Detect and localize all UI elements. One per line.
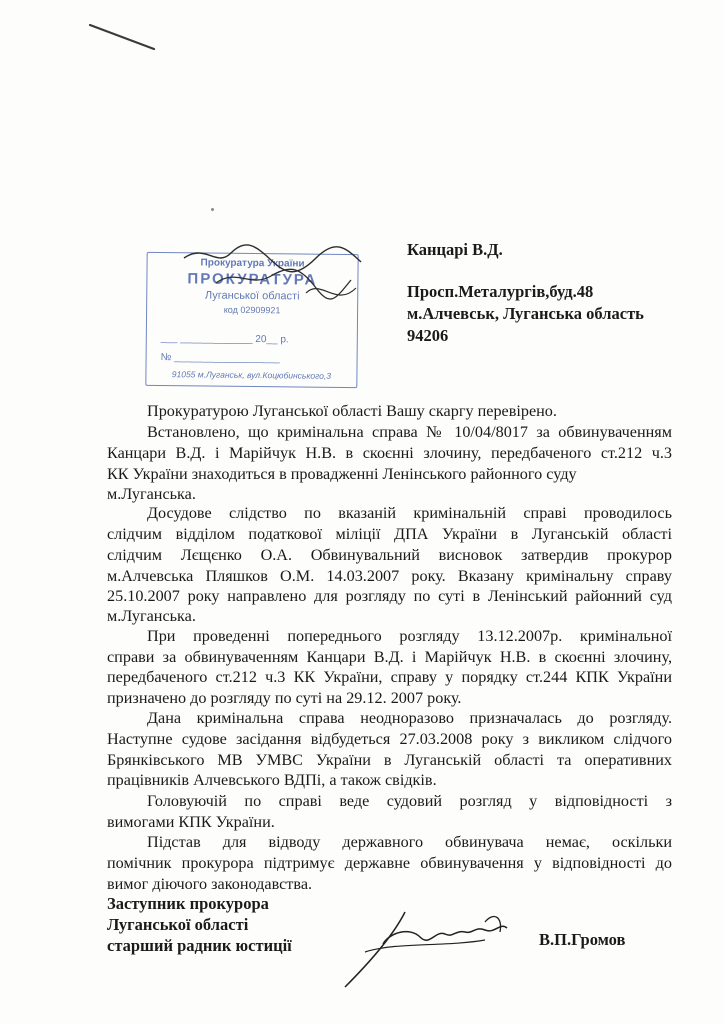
stamp-line: 91055 м.Луганськ, вул.Коцюбинського,3 bbox=[171, 369, 332, 381]
body-line: працівників Алчевського ВДПі, а також свідків. bbox=[107, 771, 437, 789]
recipient-address-line: 94206 bbox=[407, 326, 449, 345]
body-line: призначено до розгляду по суті на 29.12. 2007 року. bbox=[107, 689, 462, 707]
body-line: Канцари В.Д. і Марійчук Н.В. в скоєнні злочину, передбаченого ст.212 ч.3 bbox=[107, 444, 672, 462]
body-line: передбаченого ст.212 ч.3 КК України, справу у порядку ст.244 КПК України bbox=[107, 668, 672, 686]
paper-speck bbox=[211, 208, 214, 211]
body-line: справи за обвинуваченням Канцари В.Д. і Марійчук Н.В. в скоєнні злочину, bbox=[107, 648, 672, 666]
signatory-title: старший радник юстиції bbox=[107, 936, 292, 955]
body-line: 25.10.2007 року направлено для розгляду по суті в Ленінський районний суд bbox=[107, 587, 672, 605]
body-line: Головуючій по справі веде судовий розгляд у відповідності з bbox=[147, 792, 672, 810]
stamp-handwriting bbox=[176, 238, 366, 318]
body-line: м.Луганська. bbox=[107, 607, 196, 625]
handwritten-signature bbox=[335, 902, 515, 992]
stamp-line: ПРОКУРАТУРА bbox=[187, 270, 318, 289]
stamp-line: Луганської області bbox=[204, 289, 300, 303]
stamp-line: Прокуратура України bbox=[200, 257, 305, 270]
body-line: слідчим відділом податкової міліції ДПА України в Луганській області bbox=[107, 525, 672, 543]
body-line: Дана кримінальна справа неодноразово призначалась до розгляду. bbox=[147, 709, 672, 727]
body-line: Встановлено, що кримінальна справа № 10/04/8017 за обвинуваченням bbox=[147, 423, 672, 441]
body-line: Брянківського МВ УМВС України в Луганській області та оперативних bbox=[107, 751, 672, 769]
body-line: слідчим Лєщєнко О.А. Обвинувальний висновок затвердив прокурор bbox=[107, 546, 672, 564]
stamp-line: № ___________________ bbox=[160, 352, 280, 365]
body-line: Підстав для відводу державного обвинувача немає, оскільки bbox=[147, 833, 672, 851]
body-line: Досудове слідство по вказаній кримінальній справі проводилось bbox=[147, 504, 672, 522]
signatory-title: Луганської області bbox=[107, 915, 249, 934]
body-line: м.Алчевська Пляшков О.М. 14.03.2007 року. Вказану кримінальну справу bbox=[107, 567, 672, 585]
signatory-name: В.П.Громов bbox=[539, 930, 626, 949]
body-line: КК України знаходиться в провадженні Ленінського районного суду bbox=[107, 465, 577, 483]
recipient-name: Канцарі В.Д. bbox=[407, 240, 503, 259]
body-line: м.Луганська. bbox=[107, 485, 196, 503]
body-line: При проведенні попереднього розгляду 13.12.2007р. кримінальної bbox=[147, 627, 672, 645]
body-line: Наступне судове засідання відбудеться 27.03.2008 року з викликом слідчого bbox=[107, 730, 672, 748]
body-line: Прокуратурою Луганської області Вашу скаргу перевірено. bbox=[147, 402, 557, 420]
body-line: вимогами КПК України. bbox=[107, 813, 275, 831]
body-line: помічник прокурора підтримує державне обвинувачення у відповідності до bbox=[107, 854, 672, 872]
recipient-address-line: м.Алчевськ, Луганська область bbox=[407, 304, 644, 323]
pen-stroke-mark bbox=[88, 22, 158, 52]
recipient-address-line: Просп.Металургів,буд.48 bbox=[407, 282, 594, 301]
signatory-title: Заступник прокурора bbox=[107, 894, 269, 913]
body-line: вимог діючого законодавства. bbox=[107, 875, 313, 893]
stamp-line: ___ _____________ 20__ р. bbox=[160, 333, 289, 346]
stamp-line: код 02909921 bbox=[223, 304, 281, 316]
